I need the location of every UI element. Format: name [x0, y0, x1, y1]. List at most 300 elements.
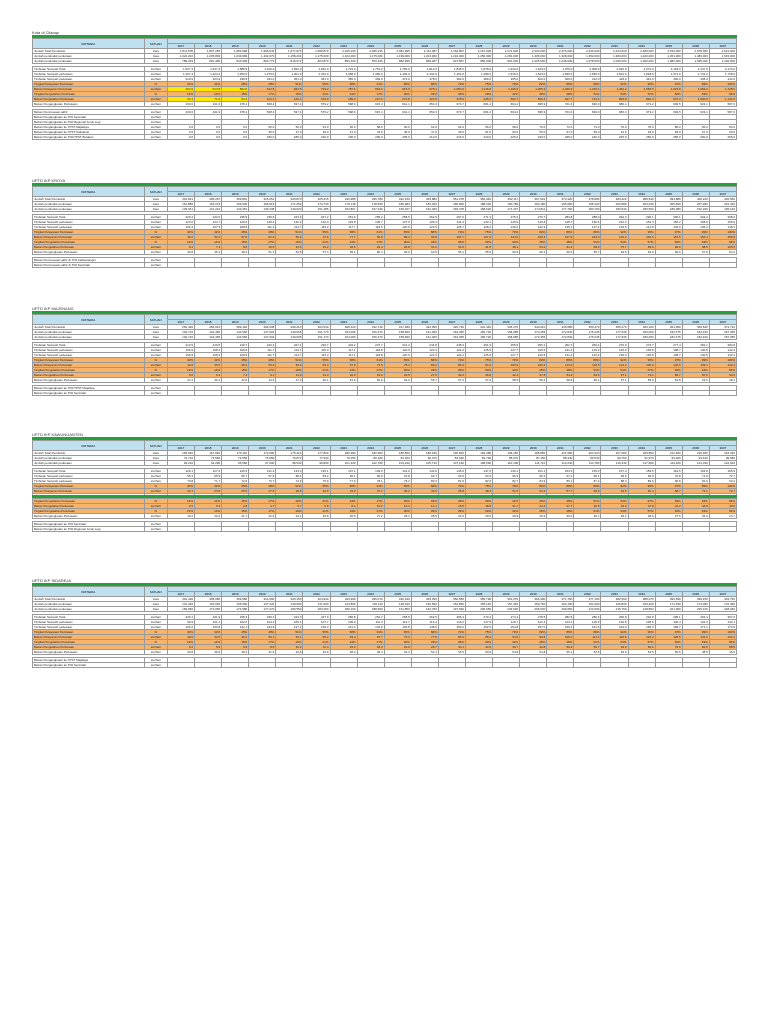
- cell-value[interactable]: 0.0: [195, 130, 222, 135]
- cell-criteria[interactable]: Timbulan Sampah pedesaan: [33, 77, 145, 82]
- cell-value[interactable]: [547, 527, 574, 532]
- cell-value[interactable]: 30.1: [438, 645, 465, 650]
- cell-value[interactable]: 250.8: [330, 615, 357, 620]
- cell-value[interactable]: 63.0: [601, 645, 628, 650]
- cell-value[interactable]: 95%: [628, 230, 655, 235]
- cell-value[interactable]: 10.5: [249, 245, 276, 250]
- cell-value[interactable]: 587.0: [709, 102, 736, 107]
- cell-value[interactable]: 102.6: [222, 620, 249, 625]
- cell-value[interactable]: 87.2: [574, 479, 601, 484]
- cell-value[interactable]: 63.4: [330, 635, 357, 640]
- cell-value[interactable]: 94.4: [465, 363, 492, 368]
- cell-value[interactable]: 7.4: [222, 373, 249, 378]
- cell-value[interactable]: 8.4: [330, 504, 357, 509]
- cell-value[interactable]: 237.7: [357, 343, 384, 348]
- cell-value[interactable]: 45.6: [709, 650, 736, 655]
- cell-unit[interactable]: Jiwa: [144, 602, 167, 607]
- cell-criteria[interactable]: Beban Pemrosesan akhir di TPA Sentralal: [33, 263, 145, 268]
- cell-value[interactable]: 70.8: [167, 479, 194, 484]
- cell-value[interactable]: 1,158,201: [276, 54, 303, 59]
- cell-value[interactable]: [601, 527, 628, 532]
- cell-value[interactable]: 93.2: [709, 479, 736, 484]
- cell-value[interactable]: 142,466: [195, 330, 222, 335]
- cell-value[interactable]: 15%: [222, 509, 249, 514]
- cell-value[interactable]: 27%: [357, 240, 384, 245]
- cell-value[interactable]: 94.0: [709, 373, 736, 378]
- cell-value[interactable]: 29.9: [493, 514, 520, 519]
- cell-value[interactable]: 16.5: [438, 504, 465, 509]
- cell-value[interactable]: 615.4: [357, 102, 384, 107]
- cell-value[interactable]: 623.1: [682, 102, 709, 107]
- cell-value[interactable]: 70.0: [520, 125, 547, 130]
- cell-value[interactable]: 41.2: [655, 504, 682, 509]
- cell-value[interactable]: 663.5: [276, 87, 303, 92]
- cell-value[interactable]: 39%: [465, 509, 492, 514]
- cell-unit[interactable]: ton/hari: [144, 120, 167, 125]
- cell-value[interactable]: 139,941: [167, 207, 194, 212]
- cell-value[interactable]: 1,565.6: [628, 87, 655, 92]
- cell-value[interactable]: 119.5: [357, 225, 384, 230]
- cell-value[interactable]: 46.2: [222, 635, 249, 640]
- cell-value[interactable]: 72%: [438, 358, 465, 363]
- cell-value[interactable]: 120.6: [384, 353, 411, 358]
- cell-value[interactable]: 54.8: [493, 650, 520, 655]
- cell-value[interactable]: [384, 663, 411, 668]
- cell-value[interactable]: 647.7: [547, 97, 574, 102]
- cell-value[interactable]: 19.2: [167, 514, 194, 519]
- cell-value[interactable]: 870,345: [357, 59, 384, 64]
- cell-value[interactable]: 132.9: [520, 225, 547, 230]
- cell-value[interactable]: [682, 263, 709, 268]
- cell-value[interactable]: 190,780: [493, 202, 520, 207]
- cell-value[interactable]: 141.0: [384, 469, 411, 474]
- cell-value[interactable]: 305,297: [195, 197, 222, 202]
- cell-value[interactable]: 22.0: [384, 645, 411, 650]
- cell-value[interactable]: 274.4: [493, 615, 520, 620]
- cell-value[interactable]: 83.2: [411, 363, 438, 368]
- cell-value[interactable]: 66.4: [276, 235, 303, 240]
- cell-criteria[interactable]: Beban Pengangkutan ke TPA/TPST Bulakan: [33, 135, 145, 140]
- cell-value[interactable]: 142,465: [195, 335, 222, 340]
- cell-criteria[interactable]: Beban Pengangkutan Perkotaan: [33, 102, 145, 107]
- cell-value[interactable]: 345,880: [411, 197, 438, 202]
- cell-value[interactable]: 172,840: [547, 335, 574, 340]
- cell-value[interactable]: 44.8: [520, 645, 547, 650]
- cell-value[interactable]: 60.4: [574, 373, 601, 378]
- cell-value[interactable]: 99%: [682, 630, 709, 635]
- cell-value[interactable]: 251.9: [465, 343, 492, 348]
- cell-value[interactable]: 412.0: [574, 77, 601, 82]
- cell-value[interactable]: 75.9: [655, 645, 682, 650]
- cell-value[interactable]: 163,365: [438, 335, 465, 340]
- cell-value[interactable]: 39%: [465, 640, 492, 645]
- cell-value[interactable]: 369.0: [357, 77, 384, 82]
- cell-value[interactable]: 118.8: [357, 348, 384, 353]
- cell-value[interactable]: 158.0: [682, 220, 709, 225]
- cell-value[interactable]: 71.1: [682, 489, 709, 494]
- cell-value[interactable]: 65.3: [493, 474, 520, 479]
- cell-value[interactable]: 8.6: [222, 245, 249, 250]
- cell-value[interactable]: 430.6: [167, 102, 194, 107]
- cell-value[interactable]: 681.2: [465, 110, 492, 115]
- cell-value[interactable]: 48.2: [330, 650, 357, 655]
- cell-value[interactable]: 36%: [438, 92, 465, 97]
- cell-value[interactable]: 107.7: [303, 620, 330, 625]
- cell-value[interactable]: 154,867: [330, 207, 357, 212]
- cell-value[interactable]: 395.0: [493, 77, 520, 82]
- cell-value[interactable]: 51%: [276, 82, 303, 87]
- cell-value[interactable]: 74.9: [276, 479, 303, 484]
- cell-value[interactable]: 195,660: [547, 202, 574, 207]
- cell-value[interactable]: 2,104.0: [655, 67, 682, 72]
- cell-value[interactable]: 108.9: [222, 225, 249, 230]
- cell-value[interactable]: 142.4: [709, 363, 736, 368]
- cell-value[interactable]: 28.5: [411, 514, 438, 519]
- cell-unit[interactable]: %: [144, 230, 167, 235]
- cell-value[interactable]: 20.2: [195, 514, 222, 519]
- cell-value[interactable]: 107.3: [195, 225, 222, 230]
- cell-value[interactable]: 118.8: [357, 353, 384, 358]
- cell-unit[interactable]: ton/hari: [144, 77, 167, 82]
- cell-value[interactable]: 80.3: [411, 479, 438, 484]
- cell-value[interactable]: 59.2: [303, 635, 330, 640]
- cell-value[interactable]: 94.8: [411, 235, 438, 240]
- cell-value[interactable]: 165,720: [465, 335, 492, 340]
- cell-value[interactable]: 320,150: [276, 597, 303, 602]
- cell-value[interactable]: [628, 663, 655, 668]
- cell-value[interactable]: 105,710: [411, 461, 438, 466]
- cell-value[interactable]: 108.3: [195, 348, 222, 353]
- cell-value[interactable]: 70.8: [655, 474, 682, 479]
- cell-value[interactable]: 80,180: [357, 456, 384, 461]
- cell-value[interactable]: 180.0: [249, 135, 276, 140]
- cell-value[interactable]: 2,170.0: [709, 67, 736, 72]
- cell-unit[interactable]: Jiwa: [144, 451, 167, 456]
- cell-value[interactable]: 260.0: [682, 135, 709, 140]
- cell-value[interactable]: 78.1: [357, 479, 384, 484]
- cell-value[interactable]: [222, 527, 249, 532]
- cell-value[interactable]: 42%: [195, 630, 222, 635]
- cell-value[interactable]: 79%: [493, 484, 520, 489]
- cell-value[interactable]: 7.3: [195, 245, 222, 250]
- cell-value[interactable]: 57.4: [303, 250, 330, 255]
- cell-value[interactable]: 186,100: [330, 607, 357, 612]
- cell-value[interactable]: 1,223.4: [195, 72, 222, 77]
- cell-value[interactable]: [330, 391, 357, 396]
- cell-value[interactable]: 1,596.0: [574, 72, 601, 77]
- cell-value[interactable]: 2,045,345: [357, 49, 384, 54]
- cell-value[interactable]: [601, 663, 628, 668]
- cell-value[interactable]: [411, 663, 438, 668]
- cell-value[interactable]: 0.0: [167, 125, 194, 130]
- cell-value[interactable]: 1,728.0: [709, 72, 736, 77]
- cell-value[interactable]: 2,533,000: [655, 49, 682, 54]
- cell-value[interactable]: 172,840: [547, 330, 574, 335]
- cell-value[interactable]: 331,440: [465, 325, 492, 330]
- cell-value[interactable]: 74.1: [628, 373, 655, 378]
- cell-value[interactable]: [628, 527, 655, 532]
- cell-value[interactable]: 37.2: [357, 489, 384, 494]
- cell-unit[interactable]: ton/hari: [144, 130, 167, 135]
- cell-value[interactable]: 168,620: [465, 207, 492, 212]
- cell-value[interactable]: 355,270: [601, 325, 628, 330]
- cell-value[interactable]: 41.8: [465, 245, 492, 250]
- cell-unit[interactable]: %: [144, 630, 167, 635]
- cell-value[interactable]: 314,690: [249, 597, 276, 602]
- cell-value[interactable]: [167, 527, 194, 532]
- cell-value[interactable]: 55.9: [628, 378, 655, 383]
- cell-value[interactable]: 1,382.0: [357, 72, 384, 77]
- cell-value[interactable]: 279.7: [520, 215, 547, 220]
- cell-criteria[interactable]: Jumlah Total Penduduk: [33, 49, 145, 54]
- cell-value[interactable]: 72%: [438, 630, 465, 635]
- cell-value[interactable]: 24.1: [276, 514, 303, 519]
- cell-criteria[interactable]: Beban Pengangkutan ke TPA Sentralal: [33, 522, 145, 527]
- cell-value[interactable]: 100%: [709, 230, 736, 235]
- cell-value[interactable]: 478.1: [222, 110, 249, 115]
- cell-value[interactable]: 230.0: [520, 135, 547, 140]
- cell-value[interactable]: 356,940: [465, 197, 492, 202]
- cell-value[interactable]: 303,540: [303, 325, 330, 330]
- cell-value[interactable]: 128.6: [628, 620, 655, 625]
- cell-value[interactable]: 24%: [330, 509, 357, 514]
- cell-value[interactable]: 26.5: [330, 514, 357, 519]
- cell-value[interactable]: 124.2: [438, 348, 465, 353]
- cell-value[interactable]: 77,930: [303, 456, 330, 461]
- cell-value[interactable]: 266.4: [574, 343, 601, 348]
- cell-value[interactable]: 283.8: [547, 215, 574, 220]
- cell-value[interactable]: [384, 263, 411, 268]
- cell-value[interactable]: 90.8: [655, 479, 682, 484]
- cell-value[interactable]: 40%: [167, 484, 194, 489]
- cell-value[interactable]: 145.0: [493, 220, 520, 225]
- cell-value[interactable]: 113.7: [276, 353, 303, 358]
- cell-value[interactable]: 75%: [465, 630, 492, 635]
- cell-value[interactable]: 220.0: [465, 135, 492, 140]
- cell-criteria[interactable]: Beban Pengangkutan ke TPST Majaliaya: [33, 125, 145, 130]
- cell-value[interactable]: 63.6: [438, 474, 465, 479]
- cell-value[interactable]: 89,540: [574, 456, 601, 461]
- cell-value[interactable]: 123.0: [167, 220, 194, 225]
- cell-criteria[interactable]: Jumlah Total Penduduk: [33, 451, 145, 456]
- cell-criteria[interactable]: Jumlah penduduk pedesaan: [33, 59, 145, 64]
- cell-value[interactable]: 161,025: [411, 330, 438, 335]
- cell-value[interactable]: 182,960: [357, 451, 384, 456]
- cell-value[interactable]: 5.7: [276, 504, 303, 509]
- cell-value[interactable]: 135.7: [357, 220, 384, 225]
- cell-value[interactable]: 173,730: [303, 202, 330, 207]
- cell-value[interactable]: 673.2: [628, 110, 655, 115]
- cell-value[interactable]: 404,750: [709, 597, 736, 602]
- cell-value[interactable]: 141.8: [628, 225, 655, 230]
- cell-value[interactable]: 94,440: [682, 456, 709, 461]
- cell-criteria[interactable]: Beban Pengangkutan ke TPA Regional Jeruk Legi: [33, 120, 145, 125]
- cell-value[interactable]: 6.4: [167, 245, 194, 250]
- cell-value[interactable]: 598.6: [330, 102, 357, 107]
- cell-value[interactable]: 61%: [357, 358, 384, 363]
- cell-value[interactable]: 69.0: [601, 474, 628, 479]
- cell-value[interactable]: [493, 263, 520, 268]
- cell-value[interactable]: 219.7: [222, 343, 249, 348]
- cell-unit[interactable]: ton/hari: [144, 343, 167, 348]
- cell-value[interactable]: 54%: [601, 240, 628, 245]
- cell-value[interactable]: 168,085: [493, 330, 520, 335]
- cell-value[interactable]: 235.5: [222, 215, 249, 220]
- cell-value[interactable]: 51%: [276, 484, 303, 489]
- cell-value[interactable]: 89%: [574, 358, 601, 363]
- cell-value[interactable]: 159.9: [709, 235, 736, 240]
- cell-value[interactable]: 99%: [682, 484, 709, 489]
- cell-value[interactable]: 33%: [411, 499, 438, 504]
- cell-value[interactable]: 2,430,000: [574, 49, 601, 54]
- cell-value[interactable]: 1,162,000: [330, 54, 357, 59]
- cell-value[interactable]: 23.5: [195, 489, 222, 494]
- cell-value[interactable]: 325,215: [303, 197, 330, 202]
- cell-value[interactable]: 803,773: [249, 59, 276, 64]
- cell-value[interactable]: 127.6: [195, 469, 222, 474]
- cell-value[interactable]: 59.1: [330, 250, 357, 255]
- cell-value[interactable]: 378.0: [411, 77, 438, 82]
- cell-value[interactable]: 695.9: [520, 102, 547, 107]
- cell-criteria[interactable]: Beban Pengangkutan Perkotaan: [33, 378, 145, 383]
- cell-value[interactable]: 5.2: [167, 645, 194, 650]
- cell-value[interactable]: 57.5: [249, 474, 276, 479]
- cell-value[interactable]: [493, 391, 520, 396]
- cell-value[interactable]: 294.9: [628, 615, 655, 620]
- cell-unit[interactable]: %: [144, 368, 167, 373]
- cell-value[interactable]: 48.5: [682, 650, 709, 655]
- cell-value[interactable]: 45.5: [195, 363, 222, 368]
- cell-value[interactable]: 1,349.3: [547, 87, 574, 92]
- cell-value[interactable]: [303, 527, 330, 532]
- cell-value[interactable]: 241.2: [384, 343, 411, 348]
- cell-value[interactable]: 61.4: [547, 245, 574, 250]
- cell-value[interactable]: 164,073: [195, 202, 222, 207]
- cell-value[interactable]: 128.4: [249, 220, 276, 225]
- cell-value[interactable]: 59.0: [574, 130, 601, 135]
- cell-value[interactable]: 129.5: [520, 353, 547, 358]
- cell-value[interactable]: 49.2: [167, 235, 194, 240]
- cell-value[interactable]: [195, 263, 222, 268]
- cell-value[interactable]: 218,320: [709, 451, 736, 456]
- cell-value[interactable]: [438, 663, 465, 668]
- cell-value[interactable]: 1,977,873: [276, 49, 303, 54]
- cell-value[interactable]: 365.0: [330, 77, 357, 82]
- cell-value[interactable]: 58%: [330, 484, 357, 489]
- cell-value[interactable]: 158,690: [384, 335, 411, 340]
- cell-value[interactable]: 65%: [384, 230, 411, 235]
- cell-criteria[interactable]: Tingkat Pelayanan Perkotaan: [33, 484, 145, 489]
- cell-value[interactable]: 129.3: [222, 469, 249, 474]
- cell-value[interactable]: 95%: [628, 358, 655, 363]
- cell-value[interactable]: 1,588.9: [222, 67, 249, 72]
- cell-value[interactable]: 843,999: [222, 59, 249, 64]
- cell-value[interactable]: 2.9: [167, 504, 194, 509]
- cell-value[interactable]: 579.2: [303, 110, 330, 115]
- cell-value[interactable]: 267.0: [438, 215, 465, 220]
- cell-criteria[interactable]: Beban Pelayanan Perkotaan: [33, 635, 145, 640]
- cell-value[interactable]: 562.5: [222, 87, 249, 92]
- cell-value[interactable]: 171.1: [682, 625, 709, 630]
- cell-value[interactable]: 323.9: [195, 77, 222, 82]
- cell-value[interactable]: 43.0: [357, 130, 384, 135]
- cell-criteria[interactable]: Tingkat Pelayanan Perkotaan: [33, 630, 145, 635]
- cell-value[interactable]: 1,078,000: [574, 59, 601, 64]
- cell-value[interactable]: [303, 263, 330, 268]
- cell-value[interactable]: 79%: [493, 630, 520, 635]
- cell-value[interactable]: 63.0: [628, 130, 655, 135]
- cell-value[interactable]: 44.8: [682, 504, 709, 509]
- cell-value[interactable]: 324,940: [303, 597, 330, 602]
- cell-criteria[interactable]: Tingkat Pengolahan Perkotaan: [33, 92, 145, 97]
- cell-value[interactable]: 177,820: [303, 451, 330, 456]
- cell-value[interactable]: 345,350: [411, 597, 438, 602]
- cell-value[interactable]: 34.8: [167, 650, 194, 655]
- cell-criteria[interactable]: Jumlah penduduk perkotaan: [33, 602, 145, 607]
- cell-value[interactable]: 6.9: [222, 645, 249, 650]
- cell-value[interactable]: 155,140: [465, 602, 492, 607]
- cell-value[interactable]: 24%: [330, 368, 357, 373]
- cell-value[interactable]: 86%: [547, 230, 574, 235]
- cell-value[interactable]: 255.5: [493, 343, 520, 348]
- cell-unit[interactable]: ton/hari: [144, 250, 167, 255]
- cell-value[interactable]: 51%: [574, 240, 601, 245]
- cell-value[interactable]: 50.0: [249, 125, 276, 130]
- cell-value[interactable]: 72.6: [222, 479, 249, 484]
- cell-value[interactable]: 54%: [601, 499, 628, 504]
- cell-value[interactable]: 172,680: [249, 451, 276, 456]
- cell-value[interactable]: 6.4: [195, 373, 222, 378]
- cell-value[interactable]: 129.5: [520, 348, 547, 353]
- cell-value[interactable]: 1,162,070: [249, 54, 276, 59]
- cell-value[interactable]: 273.7: [628, 343, 655, 348]
- cell-value[interactable]: 281.1: [682, 343, 709, 348]
- cell-value[interactable]: 130.2: [493, 225, 520, 230]
- cell-value[interactable]: 47.0: [411, 130, 438, 135]
- cell-value[interactable]: 686.4: [601, 102, 628, 107]
- cell-value[interactable]: 389.0: [465, 77, 492, 82]
- cell-value[interactable]: 424.0: [628, 77, 655, 82]
- cell-criteria[interactable]: Beban Pengolahan Perkotaan: [33, 504, 145, 509]
- cell-value[interactable]: 198,120: [574, 202, 601, 207]
- cell-value[interactable]: 66%: [709, 640, 736, 645]
- cell-value[interactable]: 74.0: [574, 125, 601, 130]
- cell-unit[interactable]: Jiwa: [144, 207, 167, 212]
- cell-value[interactable]: 312,740: [357, 325, 384, 330]
- cell-value[interactable]: 82%: [520, 358, 547, 363]
- cell-value[interactable]: [167, 391, 194, 396]
- cell-value[interactable]: 32.6: [303, 489, 330, 494]
- cell-value[interactable]: 166,830: [601, 602, 628, 607]
- cell-value[interactable]: 315,251: [249, 197, 276, 202]
- cell-value[interactable]: 502.7: [493, 97, 520, 102]
- cell-value[interactable]: 1,845.0: [438, 67, 465, 72]
- cell-value[interactable]: 304.2: [682, 215, 709, 220]
- cell-value[interactable]: 93,200: [655, 456, 682, 461]
- cell-value[interactable]: 36.6: [438, 245, 465, 250]
- cell-value[interactable]: 200,580: [601, 202, 628, 207]
- cell-value[interactable]: 102,780: [357, 461, 384, 466]
- cell-value[interactable]: 82%: [520, 82, 547, 87]
- cell-value[interactable]: 225.0: [493, 135, 520, 140]
- cell-value[interactable]: 180,050: [628, 330, 655, 335]
- cell-value[interactable]: 144,560: [222, 335, 249, 340]
- cell-value[interactable]: 508.4: [249, 110, 276, 115]
- cell-value[interactable]: 68.0: [493, 125, 520, 130]
- cell-value[interactable]: 17%: [249, 640, 276, 645]
- cell-value[interactable]: 178,550: [357, 202, 384, 207]
- cell-value[interactable]: 159,760: [520, 602, 547, 607]
